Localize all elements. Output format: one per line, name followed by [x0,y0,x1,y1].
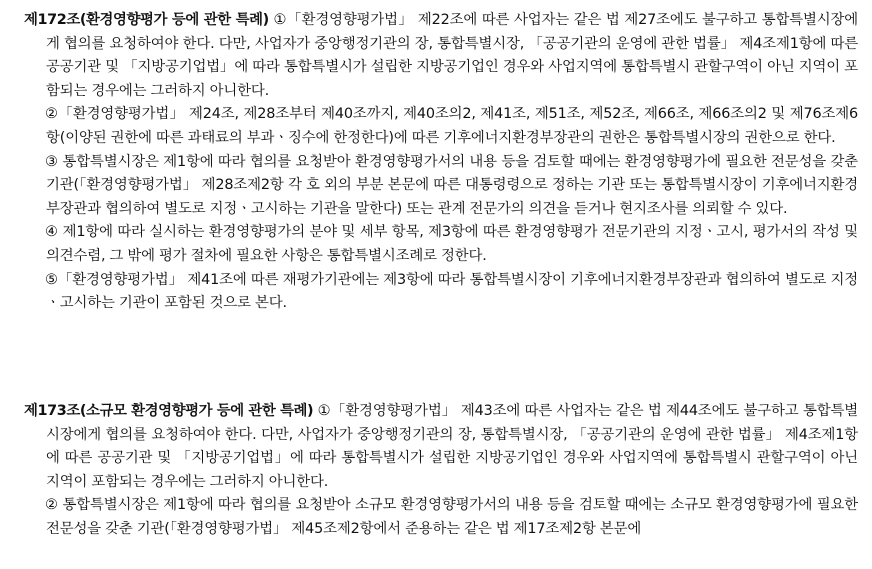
paragraph-text: 「환경영향평가법」 제41조에 따른 재평가기관에는 제3항에 따라 통합특별시장이 기후에너지환경부장관과 협의하여 별도로 지정ㆍ고시하는 기관이 포함된 것으로 본다. [46,271,858,312]
article-heading: 제173조(소규모 환경영향평가 등에 관한 특례) [24,403,314,419]
paragraph-text: 통합특별시장은 제1항에 따라 협의를 요청받아 환경영향평가서의 내용 등을 검토할 때에는 환경영향평가에 필요한 전문성을 갖춘 기관(「환경영향평가법」 제28조제2항 각 호 외의 부분 본문에 따른 대통령령으로 정하는 기관 또는 통합특별시장이 기후에너지환경부장관과 협의하여 별도로 지정ㆍ고시하는 기관을 말한다) 또는 관계 전문가의 의견을 듣거나 현지조사를 의뢰할 수 있다. [46,153,858,217]
paragraph-text: 제1항에 따라 실시하는 환경영향평가의 분야 및 세부 항목, 제3항에 따른 환경영향평가 전문기관의 지정ㆍ고시, 평가서의 작성 및 의견수렴, 그 밖에 평가 절차에 필요한 사항은 통합특별시조례로 정한다. [46,224,858,264]
article-173 [24,400,858,542]
article-paragraph-3 [24,151,858,222]
paragraph-number: ① [317,403,331,419]
article-paragraph-4 [24,221,858,268]
paragraph-text: 「환경영향평가법」 제24조, 제28조부터 제40조까지, 제40조의2, 제41조, 제51조, 제52조, 제66조, 제66조의2 및 제76조제6항(이양된 권한에 따른 과태료의 부과ㆍ징수에 한정한다)에 따른 기후에너지환경부장관의 권한은 통합특별시장의 권한으로 한다. [46,106,858,146]
article-paragraph-1 [24,9,858,103]
paragraph-number: ⑤ [45,271,58,288]
paragraph-number: ④ [45,224,59,241]
article-paragraph-2 [24,103,858,150]
paragraph-number: ③ [45,153,59,170]
article-heading: 제172조(환경영향평가 등에 관한 특례) [24,12,269,28]
article-paragraph-1 [24,400,858,494]
paragraph-text: 「환경영향평가법」 제22조에 따른 사업자는 같은 법 제27조에도 불구하고 통합특별시장에게 협의를 요청하여야 한다. 다만, 사업자가 중앙행정기관의 장, 통합특별시장, 「공공기관의 운영에 관한 법률」 제4조제1항에 따른 공공기관 및 「지방공기업법」에 따라 통합특별시가 설립한 지방공기업인 경우와 사업지역에 통합특별시 관할구역이 아닌 지역이 포함되는 경우에는 그러하지 아니한다. [46,12,858,99]
article-172 [24,9,858,316]
paragraph-text: 「환경영향평가법」 제43조에 따른 사업자는 같은 법 제44조에도 불구하고 통합특별시장에게 협의를 요청하여야 한다. 다만, 사업자가 중앙행정기관의 장, 통합특별시장, 「공공기관의 운영에 관한 법률」 제4조제1항에 따른 공공기관 및 「지방공기업법」에 따라 통합특별시가 설립한 지방공기업인 경우와 사업지역에 통합특별시 관할구역이 아닌 지역이 포함되는 경우에는 그러하지 아니한다. [46,403,859,490]
paragraph-number: ② [45,106,59,123]
article-paragraph-2 [24,494,858,541]
paragraph-number: ② [45,497,59,514]
paragraph-number: ① [273,12,287,28]
article-paragraph-5 [24,269,858,316]
paragraph-text: 통합특별시장은 제1항에 따라 협의를 요청받아 소규모 환경영향평가서의 내용 등을 검토할 때에는 소규모 환경영향평가에 필요한 전문성을 갖춘 기관(「환경영향평가법」 제45조제2항에서 준용하는 같은 법 제17조제2항 본문에 [46,497,858,537]
